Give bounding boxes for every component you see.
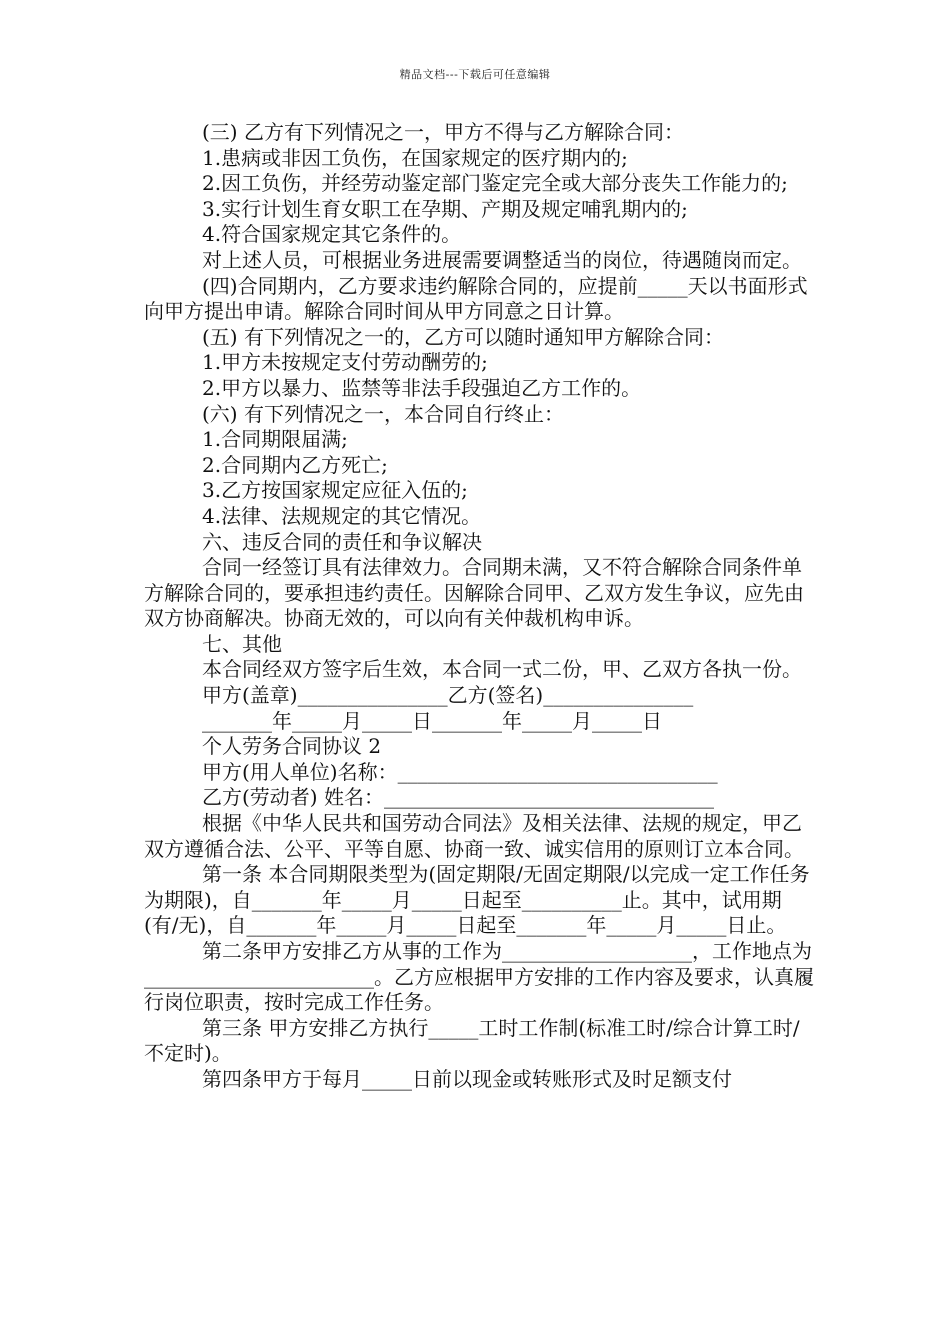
paragraph: 第二条甲方安排乙方从事的工作为___________________，工作地点为_______________________。乙方应根据甲方安排的工作内容及要求，认真履行岗位职责，按时完成工作任务。 [144, 939, 814, 1015]
paragraph: 第三条 甲方安排乙方执行_____工时工作制(标准工时/综合计算工时/不定时)。 [144, 1015, 800, 1066]
paragraph: 乙方(劳动者) 姓名：_________________________________ [202, 785, 714, 810]
paragraph: 2.甲方以暴力、监禁等非法手段强迫乙方工作的。 [202, 375, 642, 400]
paragraph: 对上述人员，可根据业务进展需要调整适当的岗位，待遇随岗而定。 [202, 247, 802, 272]
page-header: 精品文档---下载后可任意编辑 [399, 68, 551, 81]
paragraph: (六) 有下列情况之一，本合同自行终止： [202, 401, 564, 426]
paragraph: 2.合同期内乙方死亡; [202, 452, 388, 477]
paragraph: 3.实行计划生育女职工在孕期、产期及规定哺乳期内的; [202, 196, 688, 221]
paragraph: 第一条 本合同期限类型为(固定期限/无固定期限/以完成一定工作任务为期限)，自_______年_____月_____日起至__________止。其中，试用期(有/无)，自_______年_____月_____日起至_______年_____月_____日止。 [144, 862, 810, 938]
paragraph: (四)合同期内，乙方要求违约解除合同的，应提前_____天以书面形式向甲方提出申请。解除合同时间从甲方同意之日计算。 [144, 273, 808, 324]
paragraph: (三) 乙方有下列情况之一，甲方不得与乙方解除合同： [202, 120, 684, 144]
paragraph: 3.乙方按国家规定应征入伍的; [202, 478, 468, 503]
paragraph: 七、其他 [202, 631, 282, 656]
paragraph: 六、违反合同的责任和争议解决 [202, 529, 482, 554]
paragraph: 1.甲方未按规定支付劳动酬劳的; [202, 350, 488, 375]
paragraph: 1.患病或非因工负伤，在国家规定的医疗期内的; [202, 145, 628, 170]
paragraph: 第四条甲方于每月_____日前以现金或转账形式及时足额支付 [202, 1066, 732, 1091]
paragraph: _______年_____月_____日_______年_____月_____日 [202, 708, 662, 733]
paragraph: 合同一经签订具有法律效力。合同期未满，又不符合解除合同条件单方解除合同的，要承担违约责任。因解除合同甲、乙双方发生争议，应先由双方协商解决。协商无效的，可以向有关仲裁机构申诉。 [144, 555, 804, 631]
paragraph: 本合同经双方签字后生效，本合同一式二份，甲、乙双方各执一份。 [202, 657, 802, 682]
paragraph: 根据《中华人民共和国劳动合同法》及相关法律、法规的规定，甲乙双方遵循合法、公平、平等自愿、协商一致、诚实信用的原则订立本合同。 [144, 811, 804, 861]
document-body [144, 120, 816, 1093]
paragraph: 4.法律、法规规定的其它情况。 [202, 503, 482, 528]
paragraph: 2.因工负伤，并经劳动鉴定部门鉴定完全或大部分丧失工作能力的; [202, 171, 788, 196]
paragraph: 4.符合国家规定其它条件的。 [202, 222, 462, 247]
paragraph: 甲方(用人单位)名称：________________________________ [202, 759, 718, 784]
paragraph: 个人劳务合同协议 2 [202, 734, 382, 759]
paragraph: 甲方(盖章)_______________乙方(签名)_______________ [202, 683, 694, 708]
paragraph: 1.合同期限届满; [202, 427, 348, 452]
paragraph: (五) 有下列情况之一的，乙方可以随时通知甲方解除合同： [202, 324, 724, 349]
